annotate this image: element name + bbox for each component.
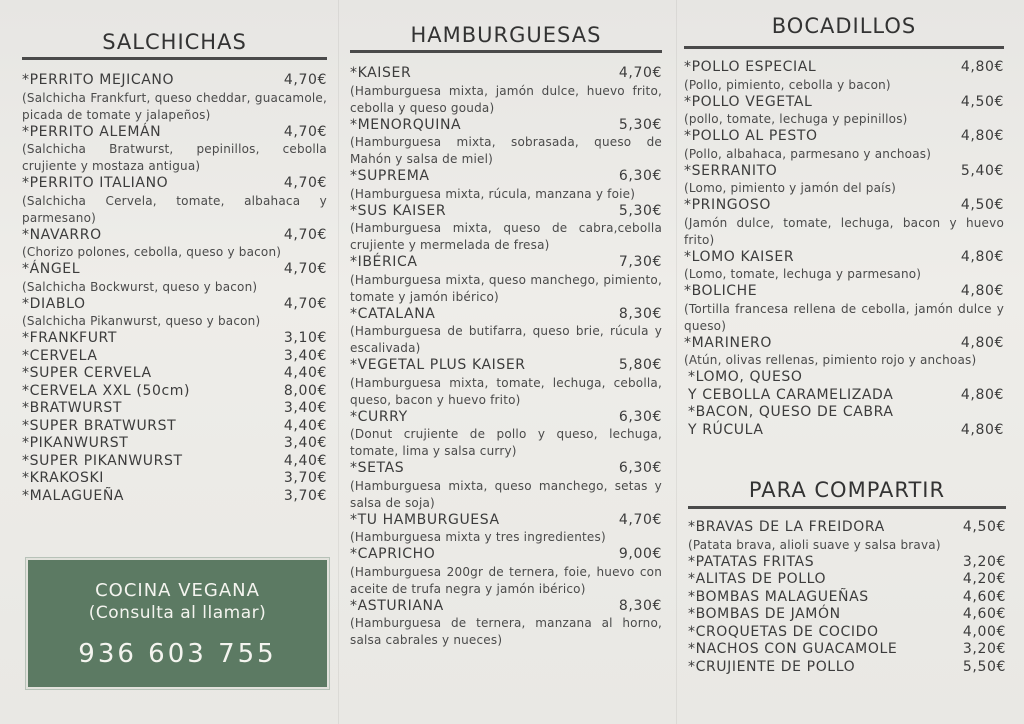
item-name: *PRINGOSO xyxy=(684,197,771,213)
item-price: 5,80€ xyxy=(618,357,662,373)
item-name: *PERRITO MEJICANO xyxy=(22,72,175,88)
menu-item xyxy=(22,365,327,383)
item-price: 4,00€ xyxy=(962,623,1006,640)
item-name: *POLLO ESPECIAL xyxy=(684,59,817,75)
item-description: (Salchicha Pikanwurst, queso y bacon) xyxy=(22,314,261,328)
menu-item xyxy=(688,554,1006,572)
item-description: (Hamburguesa mixta, queso manchego, pimiento, tomate y jamón ibérico) xyxy=(350,272,662,304)
item-price: 4,70€ xyxy=(283,226,327,243)
menu-item xyxy=(350,357,662,409)
item-price: 4,40€ xyxy=(283,365,327,381)
item-description: (Donut crujiente de pollo y queso, lechuga, tomate, lima y salsa curry) xyxy=(350,427,662,458)
menu-item xyxy=(684,163,1004,198)
item-price: 4,70€ xyxy=(283,72,327,88)
item-price: 8,30€ xyxy=(618,597,662,614)
item-name: *BRATWURST xyxy=(22,400,123,416)
menu-item xyxy=(684,249,1004,284)
item-description: (Salchicha Bratwurst, pepinillos, cebolla crujiente y mostaza antigua) xyxy=(22,142,327,173)
item-name: *ÁNGEL xyxy=(22,261,81,277)
item-description: (Salchicha Frankfurt, queso cheddar, guacamole, picada de tomate y jalapeños) xyxy=(22,90,327,122)
item-name: *BOLICHE xyxy=(684,283,758,299)
item-name: *SUS KAISER xyxy=(350,202,447,219)
compartir-heading: PARA COMPARTIR xyxy=(748,478,946,502)
bocadillos-list xyxy=(684,59,1004,369)
item-name: *SETAS xyxy=(350,460,405,476)
item-description: (Hamburguesa mixta, jamón dulce, huevo frito, cebolla y queso gouda) xyxy=(350,83,662,115)
item-name: *CURRY xyxy=(350,408,408,425)
menu-item xyxy=(688,519,1006,554)
item-description: (Hamburguesa mixta y tres ingredientes) xyxy=(350,530,606,544)
item-name: *KRAKOSKI xyxy=(22,470,104,486)
menu-item xyxy=(350,306,662,358)
item-name: *POLLO AL PESTO xyxy=(684,128,818,144)
salchichas-heading: SALCHICHAS xyxy=(102,30,247,54)
item-price: 4,60€ xyxy=(962,606,1006,622)
item-name: *ASTURIANA xyxy=(350,597,444,614)
item-name: *FRANKFURT xyxy=(22,330,118,346)
menu-item xyxy=(22,296,327,331)
item-price: 4,70€ xyxy=(618,511,662,528)
menu-item xyxy=(684,94,1004,129)
item-price: 4,80€ xyxy=(960,283,1004,299)
menu-item xyxy=(688,641,1006,659)
item-name: *MARINERO xyxy=(684,334,772,351)
salchichas-list xyxy=(22,72,327,505)
item-name: *BRAVAS DE LA FREIDORA xyxy=(688,519,885,535)
item-price: 3,20€ xyxy=(962,641,1006,657)
item-price: 4,50€ xyxy=(962,519,1006,535)
compartir-list xyxy=(688,519,1006,676)
item-price: 4,80€ xyxy=(960,128,1004,144)
menu-item xyxy=(688,589,1006,607)
item-price: 4,60€ xyxy=(962,588,1006,605)
vegan-title: COCINA VEGANA xyxy=(95,580,260,601)
menu-item xyxy=(684,369,1004,404)
item-description: (Pollo, pimiento, cebolla y bacon) xyxy=(684,77,891,92)
item-name-cont: Y CEBOLLA CARAMELIZADA xyxy=(688,386,894,403)
item-price: 4,80€ xyxy=(960,386,1004,403)
item-description: (Atún, olivas rellenas, pimiento rojo y anchoas) xyxy=(684,353,977,367)
item-name: *MALAGUEÑA xyxy=(22,487,125,504)
item-price: 3,10€ xyxy=(283,330,327,346)
vegan-panel xyxy=(26,558,329,689)
vegan-note: (Consulta al llamar) xyxy=(88,603,267,623)
item-name: *PERRITO ITALIANO xyxy=(22,175,169,191)
item-name: *PIKANWURST xyxy=(22,435,129,451)
item-price: 9,00€ xyxy=(618,546,662,562)
item-name: *SUPER BRATWURST xyxy=(22,417,177,434)
item-price: 4,80€ xyxy=(960,334,1004,351)
item-price: 4,40€ xyxy=(283,452,327,469)
item-description: (Pollo, albahaca, parmesano y anchoas) xyxy=(684,146,932,161)
item-price: 4,50€ xyxy=(960,197,1004,213)
menu-item xyxy=(350,203,662,255)
item-description: (Tortilla francesa rellena de cebolla, jamón dulce y queso) xyxy=(684,301,1004,333)
item-name: *CERVELA xyxy=(22,347,98,364)
item-price: 3,40€ xyxy=(283,435,327,451)
item-description: (Hamburguesa de butifarra, queso brie, rúcula y escalivada) xyxy=(350,324,662,355)
item-name: *MENORQUINA xyxy=(350,116,462,133)
item-description: (Patata brava, alioli suave y salsa brava) xyxy=(688,537,941,552)
phone-number[interactable]: 936 603 755 xyxy=(78,639,277,669)
item-name: *SERRANITO xyxy=(684,162,778,179)
hamburguesas-heading: HAMBURGUESAS xyxy=(410,23,602,47)
menu-item xyxy=(350,65,662,117)
item-price: 8,30€ xyxy=(618,305,662,322)
item-name: *KAISER xyxy=(350,65,412,81)
menu-item xyxy=(684,197,1004,249)
item-description: (Hamburguesa 200gr de ternera, foie, huevo con aceite de trufa negra y jamón ibérico) xyxy=(350,564,662,596)
item-price: 5,50€ xyxy=(962,658,1006,675)
salchichas-rule xyxy=(22,57,327,60)
item-name: *CROQUETAS DE COCIDO xyxy=(688,623,879,640)
menu-item xyxy=(22,418,327,436)
item-description: (Hamburguesa mixta, queso manchego, setas y salsa de soja) xyxy=(350,478,662,510)
menu-item xyxy=(684,59,1004,94)
item-description: (Lomo, tomate, lechuga y parmesano) xyxy=(684,267,922,281)
menu-item xyxy=(688,606,1006,624)
item-name: *NACHOS CON GUACAMOLE xyxy=(688,641,898,657)
item-price: 3,40€ xyxy=(283,347,327,364)
item-name: *ALITAS DE POLLO xyxy=(688,571,827,587)
menu-item xyxy=(350,512,662,547)
item-description: (Lomo, pimiento y jamón del país) xyxy=(684,181,897,195)
item-name: *SUPER PIKANWURST xyxy=(22,452,183,469)
item-name: *NAVARRO xyxy=(22,226,102,243)
menu-item xyxy=(350,117,662,169)
menu-item xyxy=(22,470,327,488)
item-price: 4,70€ xyxy=(283,295,327,312)
compartir-section xyxy=(688,478,1006,676)
menu-item xyxy=(684,128,1004,163)
item-price: 3,20€ xyxy=(962,553,1006,570)
menu-item xyxy=(688,624,1006,642)
menu-item xyxy=(22,453,327,471)
menu-item xyxy=(22,175,327,227)
item-name: *CATALANA xyxy=(350,305,436,322)
menu-item xyxy=(350,546,662,598)
menu-item xyxy=(22,488,327,506)
menu-item xyxy=(350,460,662,512)
menu-item xyxy=(688,659,1006,677)
item-description: (Hamburguesa mixta, rúcula, manzana y foie) xyxy=(350,186,636,201)
item-price: 4,80€ xyxy=(960,248,1004,265)
hamburguesas-list xyxy=(350,65,662,649)
menu-item xyxy=(684,283,1004,335)
menu-item xyxy=(688,571,1006,589)
item-price: 4,20€ xyxy=(962,571,1006,587)
menu-item xyxy=(22,227,327,262)
item-name: *VEGETAL PLUS KAISER xyxy=(350,357,526,373)
item-price: 5,30€ xyxy=(618,116,662,133)
item-name: *SUPER CERVELA xyxy=(22,365,152,381)
bocadillos-section xyxy=(684,0,1004,439)
item-description: (Salchicha Cervela, tomate, albahaca y parmesano) xyxy=(22,193,327,225)
menu-item xyxy=(22,330,327,348)
item-price: 3,70€ xyxy=(283,470,327,486)
hamburguesas-section xyxy=(350,0,662,649)
salchichas-section xyxy=(22,0,327,505)
item-name: *PERRITO ALEMÁN xyxy=(22,123,162,140)
item-name: *LOMO KAISER xyxy=(684,248,795,265)
item-description: (Hamburguesa mixta, tomate, lechuga, cebolla, queso, bacon y huevo frito) xyxy=(350,375,662,407)
bocadillos-heading: BOCADILLOS xyxy=(771,14,917,38)
item-name: *SUPREMA xyxy=(350,168,430,184)
menu-item xyxy=(684,404,1004,439)
item-price: 4,40€ xyxy=(283,417,327,434)
item-price: 4,70€ xyxy=(283,175,327,191)
menu-item xyxy=(22,400,327,418)
bocadillos-rule xyxy=(684,46,1004,49)
item-price: 6,30€ xyxy=(618,460,662,476)
menu-item xyxy=(350,598,662,650)
menu-item xyxy=(22,261,327,296)
item-price: 4,80€ xyxy=(960,421,1004,438)
item-name: *CAPRICHO xyxy=(350,546,436,562)
item-name: *BOMBAS MALAGUEÑAS xyxy=(688,588,869,605)
item-name: *DIABLO xyxy=(22,295,86,312)
menu-item xyxy=(22,348,327,366)
item-name-cont: Y RÚCULA xyxy=(688,421,764,438)
menu-item xyxy=(350,409,662,461)
item-price: 5,30€ xyxy=(618,202,662,219)
item-price: 4,70€ xyxy=(283,123,327,140)
menu-item xyxy=(350,168,662,203)
item-price: 4,70€ xyxy=(618,65,662,81)
item-description: (Chorizo polones, cebolla, queso y bacon) xyxy=(22,245,282,259)
item-price: 4,70€ xyxy=(283,261,327,277)
item-name: *IBÉRICA xyxy=(350,254,418,270)
item-price: 4,50€ xyxy=(960,93,1004,110)
item-price: 3,40€ xyxy=(283,400,327,416)
hamburguesas-rule xyxy=(350,50,662,53)
menu-item xyxy=(22,383,327,401)
item-description: (pollo, tomate, lechuga y pepinillos) xyxy=(684,112,908,126)
item-name: *POLLO VEGETAL xyxy=(684,93,813,110)
item-name: *BACON, QUESO DE CABRA xyxy=(688,404,894,420)
item-name: *CRUJIENTE DE POLLO xyxy=(688,658,856,675)
item-name: *BOMBAS DE JAMÓN xyxy=(688,606,841,622)
item-description: (Jamón dulce, tomate, lechuga, bacon y huevo frito) xyxy=(684,215,1004,247)
item-price: 5,40€ xyxy=(960,162,1004,179)
item-name: *CERVELA XXL (50cm) xyxy=(22,382,191,399)
menu-item xyxy=(22,124,327,176)
item-description: (Hamburguesa de ternera, manzana al horno, salsa cabrales y nueces) xyxy=(350,616,662,647)
item-price: 3,70€ xyxy=(283,487,327,504)
menu-item xyxy=(684,335,1004,370)
item-description: (Hamburguesa mixta, queso de cabra,cebolla crujiente y mermelada de fresa) xyxy=(350,221,662,252)
item-price: 4,80€ xyxy=(960,59,1004,75)
item-price: 6,30€ xyxy=(618,168,662,184)
item-description: (Hamburguesa mixta, sobrasada, queso de Mahón y salsa de miel) xyxy=(350,135,662,166)
item-price: 8,00€ xyxy=(283,382,327,399)
item-description: (Salchicha Bockwurst, queso y bacon) xyxy=(22,279,258,294)
item-name: *LOMO, QUESO xyxy=(688,369,803,385)
item-name: *TU HAMBURGUESA xyxy=(350,511,500,528)
menu-item xyxy=(22,72,327,124)
menu-item xyxy=(350,254,662,306)
compartir-rule xyxy=(688,506,1006,509)
menu-item xyxy=(22,435,327,453)
item-price: 6,30€ xyxy=(618,408,662,425)
item-name: *PATATAS FRITAS xyxy=(688,553,815,570)
item-price: 7,30€ xyxy=(618,254,662,270)
